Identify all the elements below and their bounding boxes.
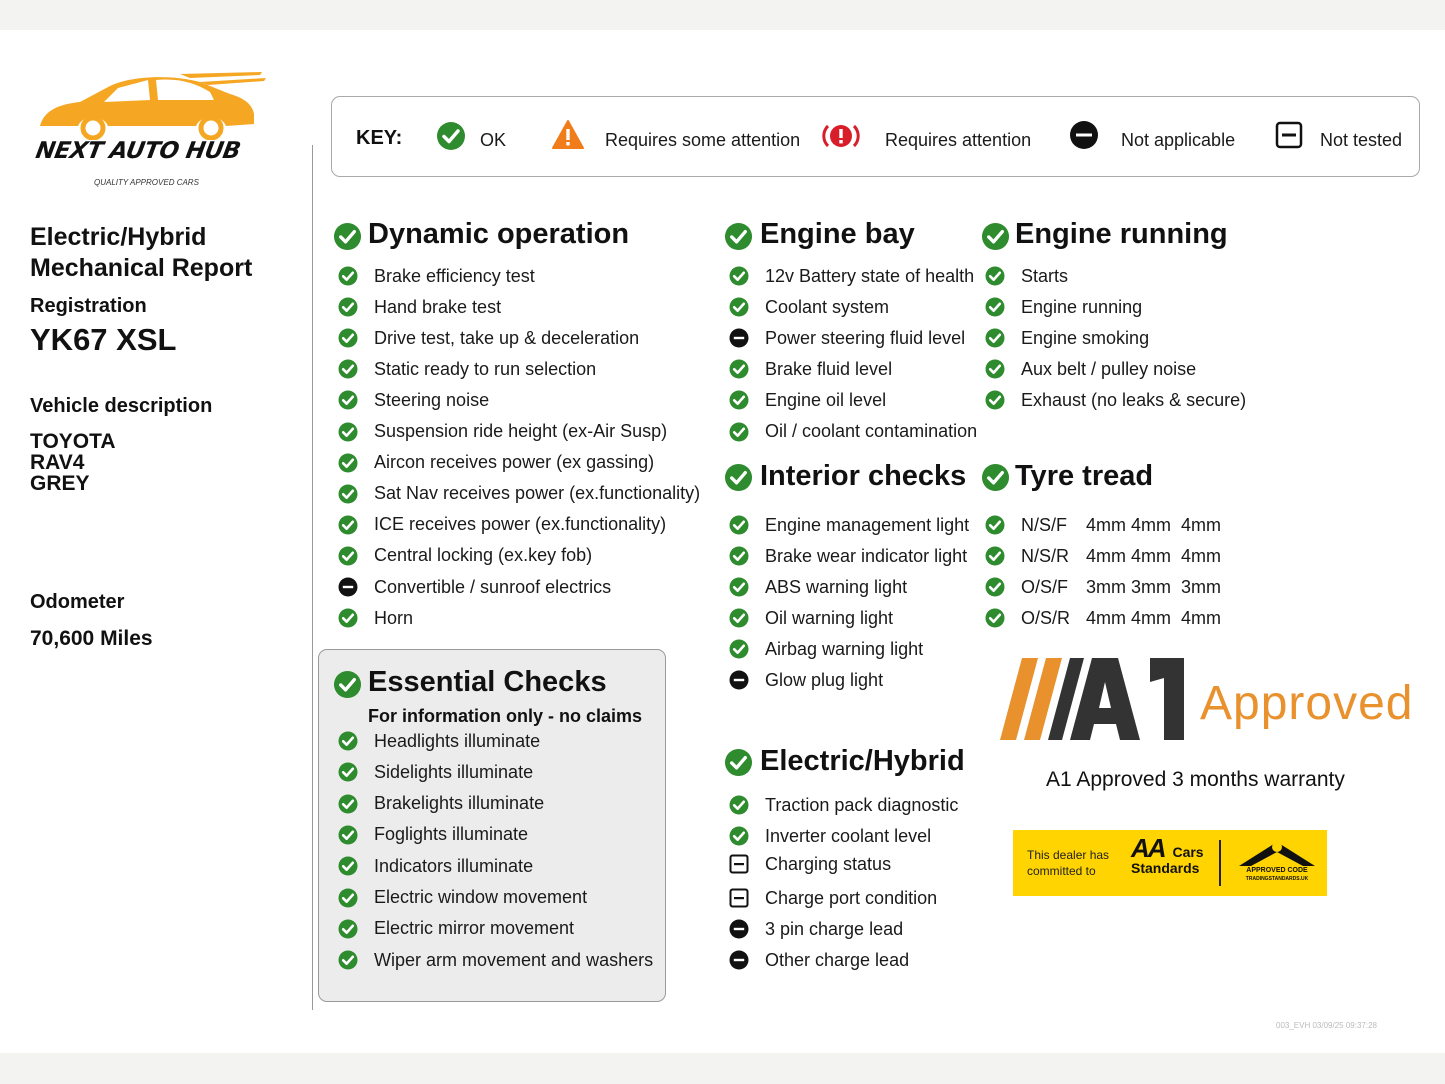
list-item bbox=[729, 576, 907, 598]
list-item-label: Brake efficiency test bbox=[374, 265, 535, 286]
list-item bbox=[985, 358, 1196, 380]
essential-checks-title: Essential Checks bbox=[368, 666, 607, 698]
list-item bbox=[729, 853, 891, 875]
ok-icon bbox=[985, 608, 1005, 628]
tyre-row bbox=[985, 607, 1070, 629]
list-item bbox=[338, 855, 533, 877]
list-item-label: Aux belt / pulley noise bbox=[1021, 358, 1197, 379]
list-item-label: Engine running bbox=[1021, 296, 1143, 317]
list-item bbox=[338, 358, 596, 380]
section-ok-icon bbox=[981, 222, 1010, 251]
dealer-logo bbox=[30, 70, 270, 190]
list-item-label: Coolant system bbox=[765, 296, 890, 317]
list-item-label: Convertible / sunroof electrics bbox=[374, 576, 612, 597]
aa-cars-standards-badge bbox=[1013, 830, 1327, 896]
list-item-label: Inverter coolant level bbox=[765, 825, 932, 846]
ok-icon bbox=[985, 390, 1005, 410]
ok-icon bbox=[729, 422, 749, 442]
list-item-label: Headlights illuminate bbox=[374, 730, 541, 751]
dynamic-operation-title: Dynamic operation bbox=[368, 218, 630, 250]
tyre-depths: 3mm 3mm 3mm bbox=[1086, 577, 1221, 597]
tyre-position: O/S/F bbox=[1021, 576, 1069, 597]
list-item bbox=[338, 327, 639, 349]
list-item-label: Electric window movement bbox=[374, 887, 588, 907]
ok-icon bbox=[338, 390, 358, 410]
list-item bbox=[338, 887, 587, 909]
ok-icon bbox=[729, 577, 749, 597]
list-item bbox=[338, 607, 413, 629]
list-item-label: Exhaust (no leaks & secure) bbox=[1021, 389, 1247, 410]
list-item-label: Other charge lead bbox=[765, 949, 910, 970]
ok-icon bbox=[729, 546, 749, 566]
list-item bbox=[338, 576, 611, 598]
registration-value: YK67 XSL bbox=[30, 322, 177, 357]
ok-icon bbox=[338, 359, 358, 379]
list-item bbox=[338, 296, 501, 318]
status-key-legend bbox=[331, 96, 1420, 177]
ok-icon bbox=[338, 731, 358, 751]
vehicle-make: TOYOTA bbox=[30, 430, 116, 453]
list-item-label: Charge port condition bbox=[765, 887, 938, 908]
list-item-label: Brakelights illuminate bbox=[374, 793, 545, 814]
list-item-label: Static ready to run selection bbox=[374, 358, 597, 379]
aa-brand bbox=[1131, 833, 1204, 876]
list-item bbox=[729, 607, 893, 629]
ok-icon bbox=[338, 888, 358, 908]
list-item bbox=[338, 918, 574, 940]
attention-icon bbox=[822, 121, 860, 151]
not-applicable-icon bbox=[729, 328, 749, 348]
key-ok-text: OK bbox=[480, 130, 507, 150]
ok-icon bbox=[729, 826, 749, 846]
list-item-label: Airbag warning light bbox=[765, 638, 924, 659]
ok-icon bbox=[985, 328, 1005, 348]
list-item bbox=[338, 265, 535, 287]
not-tested-icon bbox=[1275, 121, 1303, 149]
list-item bbox=[729, 296, 889, 318]
ok-icon bbox=[985, 515, 1005, 535]
list-item bbox=[729, 545, 967, 567]
list-item bbox=[338, 761, 533, 783]
list-item-label: Engine management light bbox=[765, 514, 970, 535]
ok-icon bbox=[985, 577, 1005, 597]
tyre-position: N/S/F bbox=[1021, 514, 1068, 535]
not-tested-icon bbox=[729, 888, 749, 908]
approved-code-text bbox=[1237, 867, 1317, 883]
list-item bbox=[338, 483, 700, 505]
not-applicable-icon bbox=[729, 950, 749, 970]
ok-icon bbox=[729, 608, 749, 628]
section-ok-icon bbox=[981, 463, 1010, 492]
aa-committed-text: This dealer has committed to bbox=[1027, 848, 1110, 878]
engine-bay-title: Engine bay bbox=[760, 218, 915, 250]
tyre-row bbox=[985, 514, 1067, 536]
list-item-label: Aircon receives power (ex gassing) bbox=[374, 452, 655, 473]
tyre-position: O/S/R bbox=[1021, 607, 1071, 628]
list-item bbox=[729, 358, 892, 380]
list-item-label: Glow plug light bbox=[765, 669, 884, 690]
key-not-tested-text: Not tested bbox=[1320, 130, 1403, 150]
list-item bbox=[985, 265, 1068, 287]
list-item bbox=[729, 949, 909, 971]
list-item bbox=[338, 421, 667, 443]
list-item-label: ICE receives power (ex.functionality) bbox=[374, 514, 667, 535]
warning-icon bbox=[551, 119, 585, 151]
ok-icon bbox=[729, 266, 749, 286]
list-item-label: 12v Battery state of health bbox=[765, 265, 975, 286]
section-ok-icon bbox=[333, 670, 362, 699]
logo-wordmark: NEXT AUTO HUB bbox=[33, 138, 243, 164]
document-footnote: 003_EVH 03/09/25 09:37:28 bbox=[1276, 1021, 1377, 1030]
list-item-label: 3 pin charge lead bbox=[765, 918, 904, 939]
list-item-label: Sidelights illuminate bbox=[374, 761, 534, 782]
list-item bbox=[985, 296, 1142, 318]
ok-icon bbox=[338, 297, 358, 317]
approved-code-line2: TRADINGSTANDARDS.UK bbox=[1245, 876, 1309, 882]
list-item-label: Oil warning light bbox=[765, 607, 894, 628]
ok-icon bbox=[338, 856, 358, 876]
list-item-label: Electric mirror movement bbox=[374, 918, 575, 939]
ok-icon bbox=[338, 515, 358, 535]
ok-icon bbox=[729, 639, 749, 659]
list-item bbox=[729, 421, 977, 443]
aa-divider bbox=[1219, 840, 1221, 886]
report-sheet bbox=[0, 30, 1445, 1053]
list-item-label: Starts bbox=[1021, 265, 1069, 286]
a1-warranty-caption: A1 Approved 3 months warranty bbox=[1046, 768, 1345, 791]
key-attention-text: Requires attention bbox=[885, 130, 1032, 150]
list-item-label: Drive test, take up & deceleration bbox=[374, 327, 640, 348]
vehicle-description-label: Vehicle description bbox=[30, 395, 213, 417]
list-item bbox=[338, 545, 592, 567]
list-item bbox=[729, 389, 886, 411]
not-applicable-icon bbox=[729, 670, 749, 690]
a1-approved-logo bbox=[1000, 656, 1190, 742]
engine-running-title: Engine running bbox=[1015, 218, 1228, 250]
list-item bbox=[338, 793, 544, 815]
list-item bbox=[729, 669, 883, 691]
ok-icon bbox=[729, 297, 749, 317]
list-item-label: Charging status bbox=[765, 853, 892, 874]
ok-icon bbox=[338, 422, 358, 442]
aa-brand-aa: AA bbox=[1131, 833, 1165, 863]
list-item-label: Sat Nav receives power (ex.functionality) bbox=[374, 483, 701, 504]
list-item-label: Indicators illuminate bbox=[374, 855, 534, 876]
list-item bbox=[338, 389, 489, 411]
tyre-row bbox=[985, 545, 1069, 567]
list-item bbox=[729, 887, 937, 909]
list-item-label: Engine oil level bbox=[765, 389, 887, 410]
ok-icon bbox=[338, 484, 358, 504]
ok-icon bbox=[338, 546, 358, 566]
ok-icon bbox=[338, 950, 358, 970]
ok-icon bbox=[729, 795, 749, 815]
list-item bbox=[729, 794, 958, 816]
not-applicable-icon bbox=[729, 919, 749, 939]
approved-code-line1: APPROVED CODE bbox=[1246, 867, 1308, 874]
tyre-depths: 4mm 4mm 4mm bbox=[1086, 515, 1221, 535]
approved-code-roof-icon bbox=[1237, 838, 1317, 868]
ok-icon bbox=[436, 121, 466, 151]
car-silhouette-icon bbox=[30, 70, 270, 140]
essential-checks-note: For information only - no claims bbox=[368, 706, 643, 726]
a1-approved-word: Approved bbox=[1200, 677, 1414, 730]
vehicle-colour: GREY bbox=[30, 472, 90, 495]
list-item-label: Horn bbox=[374, 607, 414, 628]
tyre-row bbox=[985, 576, 1068, 598]
list-item-label: Power steering fluid level bbox=[765, 327, 966, 348]
registration-label: Registration bbox=[30, 295, 147, 317]
key-label: KEY: bbox=[356, 127, 403, 149]
section-ok-icon bbox=[724, 748, 753, 777]
ok-icon bbox=[338, 328, 358, 348]
ok-icon bbox=[338, 453, 358, 473]
list-item-label: Oil / coolant contamination bbox=[765, 421, 978, 441]
list-item bbox=[985, 327, 1149, 349]
list-item-label: Wiper arm movement and washers bbox=[374, 949, 654, 970]
odometer-value: 70,600 Miles bbox=[30, 627, 153, 650]
ok-icon bbox=[985, 546, 1005, 566]
list-item bbox=[729, 825, 931, 847]
list-item bbox=[729, 638, 923, 660]
list-item bbox=[729, 514, 969, 536]
section-ok-icon bbox=[333, 222, 362, 251]
list-item bbox=[338, 730, 540, 752]
not-tested-icon bbox=[729, 854, 749, 874]
section-ok-icon bbox=[724, 463, 753, 492]
ok-icon bbox=[338, 794, 358, 814]
list-item bbox=[985, 389, 1246, 411]
list-item-label: Central locking (ex.key fob) bbox=[374, 545, 593, 566]
list-item bbox=[338, 452, 654, 474]
report-title: Electric/Hybrid Mechanical Report bbox=[30, 223, 253, 282]
section-ok-icon bbox=[724, 222, 753, 251]
aa-brand-standards: Standards bbox=[1131, 860, 1200, 876]
ok-icon bbox=[985, 359, 1005, 379]
list-item-label: Traction pack diagnostic bbox=[765, 794, 959, 815]
ok-icon bbox=[729, 390, 749, 410]
not-applicable-icon bbox=[1069, 120, 1099, 150]
key-warning-text: Requires some attention bbox=[605, 130, 801, 150]
tyre-position: N/S/R bbox=[1021, 545, 1070, 566]
electric-hybrid-title: Electric/Hybrid bbox=[760, 745, 965, 777]
ok-icon bbox=[338, 825, 358, 845]
key-not-applicable-text: Not applicable bbox=[1121, 130, 1236, 150]
ok-icon bbox=[985, 297, 1005, 317]
interior-checks-title: Interior checks bbox=[760, 460, 967, 492]
vehicle-description bbox=[30, 431, 116, 494]
list-item-label: Engine smoking bbox=[1021, 327, 1150, 348]
list-item-label: Steering noise bbox=[374, 389, 490, 410]
list-item-label: Hand brake test bbox=[374, 296, 502, 317]
odometer-label: Odometer bbox=[30, 591, 125, 613]
tyre-tread-title: Tyre tread bbox=[1015, 460, 1154, 492]
list-item bbox=[729, 265, 974, 287]
list-item bbox=[338, 514, 666, 536]
list-item-label: Foglights illuminate bbox=[374, 824, 529, 845]
list-item-label: ABS warning light bbox=[765, 576, 908, 597]
list-item-label: Brake wear indicator light bbox=[765, 545, 968, 566]
ok-icon bbox=[729, 359, 749, 379]
ok-icon bbox=[985, 266, 1005, 286]
list-item-label: Brake fluid level bbox=[765, 358, 893, 379]
ok-icon bbox=[338, 608, 358, 628]
list-item bbox=[729, 918, 903, 940]
aa-brand-cars: Cars bbox=[1172, 844, 1204, 860]
list-item-label: Suspension ride height (ex-Air Susp) bbox=[374, 421, 668, 441]
list-item bbox=[338, 949, 653, 971]
vehicle-model: RAV4 bbox=[30, 451, 85, 474]
list-item bbox=[338, 824, 528, 846]
not-applicable-icon bbox=[338, 577, 358, 597]
vertical-divider bbox=[312, 145, 313, 1010]
ok-icon bbox=[338, 266, 358, 286]
tyre-depths: 4mm 4mm 4mm bbox=[1086, 546, 1221, 566]
ok-icon bbox=[729, 515, 749, 535]
logo-tagline: QUALITY APPROVED CARS bbox=[94, 178, 199, 187]
tyre-depths: 4mm 4mm 4mm bbox=[1086, 608, 1221, 628]
ok-icon bbox=[338, 762, 358, 782]
ok-icon bbox=[338, 919, 358, 939]
list-item bbox=[729, 327, 965, 349]
